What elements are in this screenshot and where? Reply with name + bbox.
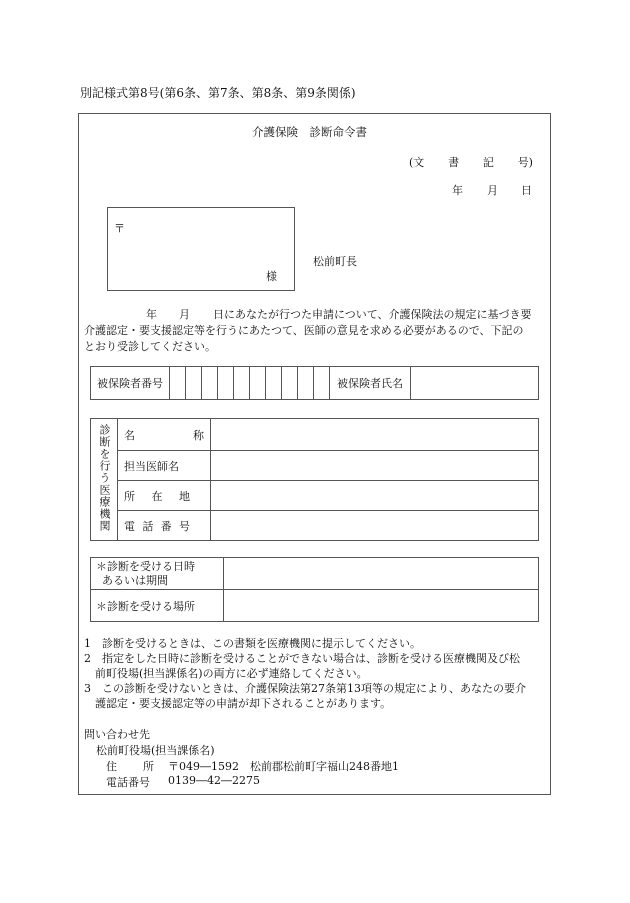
doctor-name-label: 担当医師名 — [118, 451, 211, 481]
note-item: 2 指定をした日時に診断を受けることができない場合は、診断を受ける医療機関及び松 — [84, 652, 520, 665]
insured-number-digit[interactable] — [266, 367, 282, 400]
document-number: (文 書 記 号) — [409, 156, 533, 169]
contact-address-label-2: 所 — [143, 760, 154, 773]
insured-number-digit[interactable] — [298, 367, 314, 400]
exam-table — [90, 557, 539, 622]
insured-number-digit[interactable] — [170, 367, 186, 400]
contact-address-label-1: 住 — [106, 760, 117, 773]
contact-address: 〒049―1592 松前郡松前町字福山248番地1 — [168, 760, 399, 773]
body-line2: 介護認定・要支援認定等を行うにあたつて、医師の意見を求める必要があるので、下記の — [84, 324, 524, 337]
exam-place-field[interactable] — [224, 590, 539, 622]
institution-name-field[interactable] — [211, 419, 539, 451]
institution-side-label: 診断を行う医療機関 — [91, 419, 118, 541]
insured-name-field[interactable] — [411, 367, 539, 400]
note-item: 護認定・要支援認定等の申請が却下されることがあります。 — [84, 697, 392, 710]
date-day: 日 — [521, 184, 532, 197]
contact-office: 松前町役場(担当課係名) — [96, 744, 215, 757]
issuer-name: 松前町長 — [313, 255, 357, 268]
insured-number-digit[interactable] — [314, 367, 330, 400]
exam-datetime-field[interactable] — [224, 558, 539, 590]
note-item: 前町役場(担当課係名)の両方に必ず連絡してください。 — [84, 667, 368, 680]
insured-number-digit[interactable] — [186, 367, 202, 400]
insured-table — [90, 366, 539, 400]
document-title: 介護保険 診断命令書 — [252, 125, 367, 139]
insured-name-label: 被保険者氏名 — [330, 367, 411, 400]
form-identifier: 別記様式第8号(第6条、第7条、第8条、第9条関係) — [80, 86, 356, 100]
doctor-name-field[interactable] — [211, 451, 539, 481]
addressee-honorific: 様 — [266, 270, 277, 283]
body-year: 年 — [146, 308, 157, 321]
date-year: 年 — [452, 184, 463, 197]
insured-number-digit[interactable] — [282, 367, 298, 400]
institution-phone-field[interactable] — [211, 511, 539, 541]
body-month: 月 — [179, 308, 190, 321]
body-line3: とおり受診してください。 — [84, 340, 216, 353]
institution-phone-label: 電 話 番 号 — [118, 511, 211, 541]
date-month: 月 — [487, 184, 498, 197]
institution-address-field[interactable] — [211, 481, 539, 511]
contact-heading: 問い合わせ先 — [84, 728, 150, 741]
insured-number-label: 被保険者番号 — [91, 367, 170, 400]
institution-address-label: 所 在 地 — [118, 481, 211, 511]
exam-datetime-label: ＊診断を受ける日時 あるいは期間 — [91, 558, 224, 590]
institution-name-label: 名 称 — [118, 419, 211, 451]
contact-phone-label: 電話番号 — [106, 776, 150, 789]
insured-number-digit[interactable] — [250, 367, 266, 400]
notes — [84, 636, 526, 711]
insured-number-digit[interactable] — [234, 367, 250, 400]
note-item: 1 診断を受けるときは、この書類を医療機関に提示してください。 — [84, 637, 421, 650]
exam-place-label: ＊診断を受ける場所 — [91, 590, 224, 622]
note-item: 3 この診断を受けないときは、介護保険法第27条第13項等の規定により、あなたの要介 — [84, 682, 526, 695]
postal-mark: 〒 — [114, 222, 125, 235]
contact-phone: 0139―42―2275 — [168, 774, 260, 787]
insured-number-digit[interactable] — [218, 367, 234, 400]
body-line1: 日にあなたが行つた申請について、介護保険法の規定に基づき要 — [213, 308, 532, 321]
insured-number-digit[interactable] — [202, 367, 218, 400]
institution-table — [90, 418, 539, 541]
